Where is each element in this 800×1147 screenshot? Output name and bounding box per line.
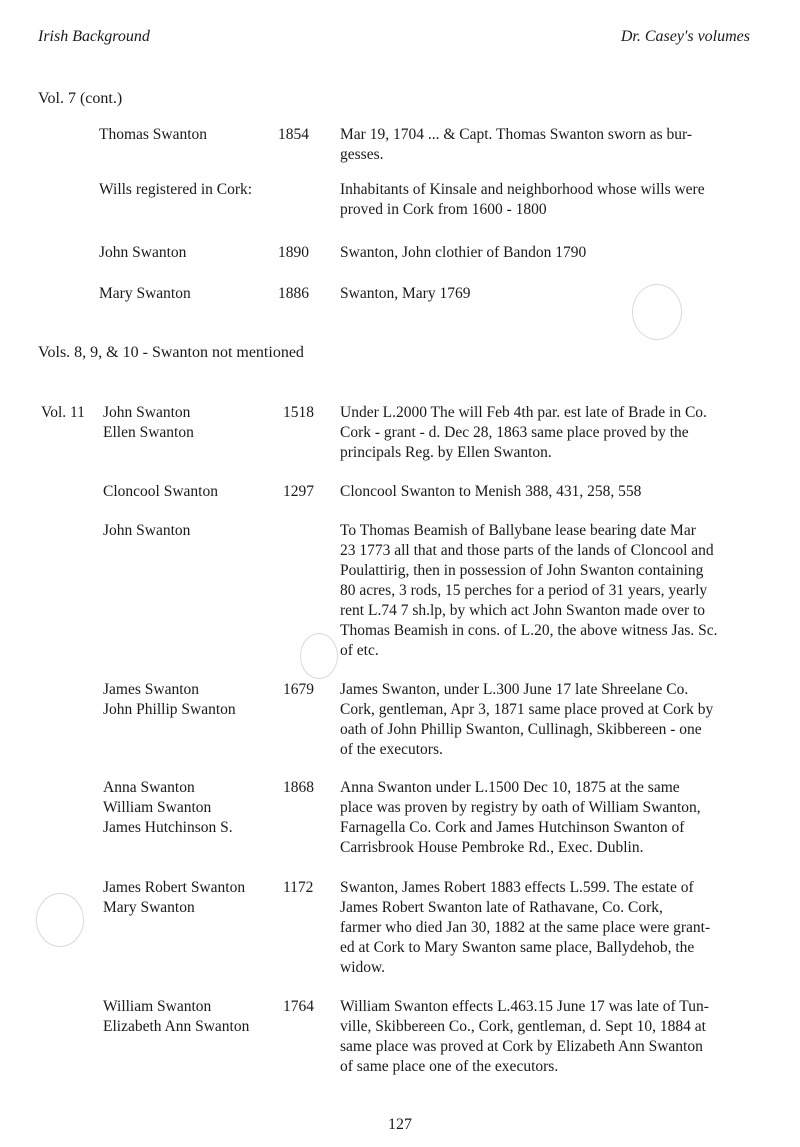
record-number: 1518 — [283, 404, 314, 421]
person-name: Mary Swanton — [103, 899, 195, 916]
description-line: Swanton, John clothier of Bandon 1790 — [340, 244, 587, 261]
description-line: place was proven by registry by oath of William Swanton, — [340, 799, 701, 816]
entry-description — [340, 778, 756, 858]
record-number: 1854 — [278, 126, 309, 143]
description-line: Carrisbrook House Pembroke Rd., Exec. Dublin. — [340, 839, 644, 856]
entry-names — [103, 997, 249, 1037]
description-line: ed at Cork to Mary Swanton same place, Ballydehob, the — [340, 939, 695, 956]
record-number: 1890 — [278, 244, 309, 261]
description-line: same place was proved at Cork by Elizabeth Ann Swanton — [340, 1038, 703, 1055]
paper-smudge — [300, 633, 338, 679]
description-line: 80 acres, 3 rods, 15 perches for a period of 31 years, yearly — [340, 582, 708, 599]
record-number: 1297 — [283, 483, 314, 500]
person-name: James Hutchinson S. — [103, 819, 233, 836]
person-name: John Swanton — [103, 522, 191, 539]
running-header-right: Dr. Casey's volumes — [620, 28, 750, 45]
entry-names — [99, 125, 207, 145]
person-name: John Swanton — [103, 404, 191, 421]
description-line: Anna Swanton under L.1500 Dec 10, 1875 at the same — [340, 779, 680, 796]
person-name: James Robert Swanton — [103, 879, 246, 896]
description-line: of etc. — [340, 642, 379, 659]
entry-description — [340, 243, 756, 263]
description-line: widow. — [340, 959, 386, 976]
description-line: Under L.2000 The will Feb 4th par. est late of Brade in Co. — [340, 404, 707, 421]
person-name: Thomas Swanton — [99, 126, 208, 143]
entry-names — [99, 243, 186, 263]
entry-description — [340, 180, 756, 220]
description-line: principals Reg. by Ellen Swanton. — [340, 444, 552, 461]
description-line: rent L.74 7 sh.lp, by which act John Swanton made over to — [340, 602, 706, 619]
description-line: 23 1773 all that and those parts of the lands of Cloncool and — [340, 542, 714, 559]
person-name: John Swanton — [99, 244, 187, 261]
description-line: Poulattirig, then in possession of John Swanton containing — [340, 562, 704, 579]
entry-names — [103, 878, 245, 918]
description-line: Cloncool Swanton to Menish 388, 431, 258, 558 — [340, 483, 642, 500]
description-line: proved in Cork from 1600 - 1800 — [340, 201, 547, 218]
record-number: 1868 — [283, 779, 314, 796]
entry-names — [103, 521, 190, 541]
entry-description — [340, 403, 756, 463]
description-line: Inhabitants of Kinsale and neighborhood whose wills were — [340, 181, 705, 198]
description-line: Cork, gentleman, Apr 3, 1871 same place proved at Cork by — [340, 701, 714, 718]
paper-smudge — [632, 284, 682, 340]
record-number: 1764 — [283, 998, 314, 1015]
description-line: of the executors. — [340, 741, 443, 758]
entry-description — [340, 521, 756, 661]
section-heading-vols-8-9-10: Vols. 8, 9, & 10 - Swanton not mentioned — [38, 344, 304, 361]
description-line: James Robert Swanton late of Rathavane, Co. Cork, — [340, 899, 663, 916]
person-name: Anna Swanton — [103, 779, 195, 796]
entry-names — [103, 403, 194, 443]
vol-11-label: Vol. 11 — [41, 404, 85, 421]
person-name: John Phillip Swanton — [103, 701, 236, 718]
description-line: Swanton, James Robert 1883 effects L.599. The estate of — [340, 879, 694, 896]
entry-description — [340, 284, 756, 304]
entry-names — [103, 778, 233, 838]
description-line: William Swanton effects L.463.15 June 17 was late of Tun- — [340, 998, 709, 1015]
person-name: William Swanton — [103, 799, 212, 816]
person-name: William Swanton — [103, 998, 212, 1015]
person-name: Elizabeth Ann Swanton — [103, 1018, 250, 1035]
entry-description — [340, 125, 756, 165]
description-line: James Swanton, under L.300 June 17 late Shreelane Co. — [340, 681, 689, 698]
entry-names — [99, 180, 252, 200]
description-line: Mar 19, 1704 ... & Capt. Thomas Swanton sworn as bur- — [340, 126, 692, 143]
person-name: Cloncool Swanton — [103, 483, 218, 500]
entry-description — [340, 997, 756, 1077]
description-line: Farnagella Co. Cork and James Hutchinson Swanton of — [340, 819, 685, 836]
entry-description — [340, 680, 756, 760]
description-line: ville, Skibbereen Co., Cork, gentleman, d. Sept 10, 1884 at — [340, 1018, 706, 1035]
description-line: gesses. — [340, 146, 384, 163]
description-line: oath of John Phillip Swanton, Cullinagh, Skibbereen - one — [340, 721, 702, 738]
entry-names — [103, 680, 236, 720]
record-number: 1886 — [278, 285, 309, 302]
record-number: 1172 — [283, 879, 314, 896]
entry-names — [103, 482, 218, 502]
page-number: 127 — [388, 1116, 412, 1133]
section-heading-vol7: Vol. 7 (cont.) — [38, 90, 123, 107]
paper-smudge — [36, 893, 84, 947]
description-line: of same place one of the executors. — [340, 1058, 559, 1075]
person-name: Mary Swanton — [99, 285, 191, 302]
description-line: Swanton, Mary 1769 — [340, 285, 471, 302]
description-line: Cork - grant - d. Dec 28, 1863 same place proved by the — [340, 424, 689, 441]
description-line: Thomas Beamish in cons. of L.20, the above witness Jas. Sc. — [340, 622, 718, 639]
record-number: 1679 — [283, 681, 314, 698]
running-header-left: Irish Background — [38, 28, 150, 45]
description-line: To Thomas Beamish of Ballybane lease bearing date Mar — [340, 522, 696, 539]
person-name: James Swanton — [103, 681, 200, 698]
entry-description — [340, 482, 756, 502]
entry-names — [99, 284, 191, 304]
person-name: Ellen Swanton — [103, 424, 194, 441]
person-name: Wills registered in Cork: — [99, 181, 253, 198]
entry-description — [340, 878, 756, 978]
description-line: farmer who died Jan 30, 1882 at the same place were grant- — [340, 919, 711, 936]
